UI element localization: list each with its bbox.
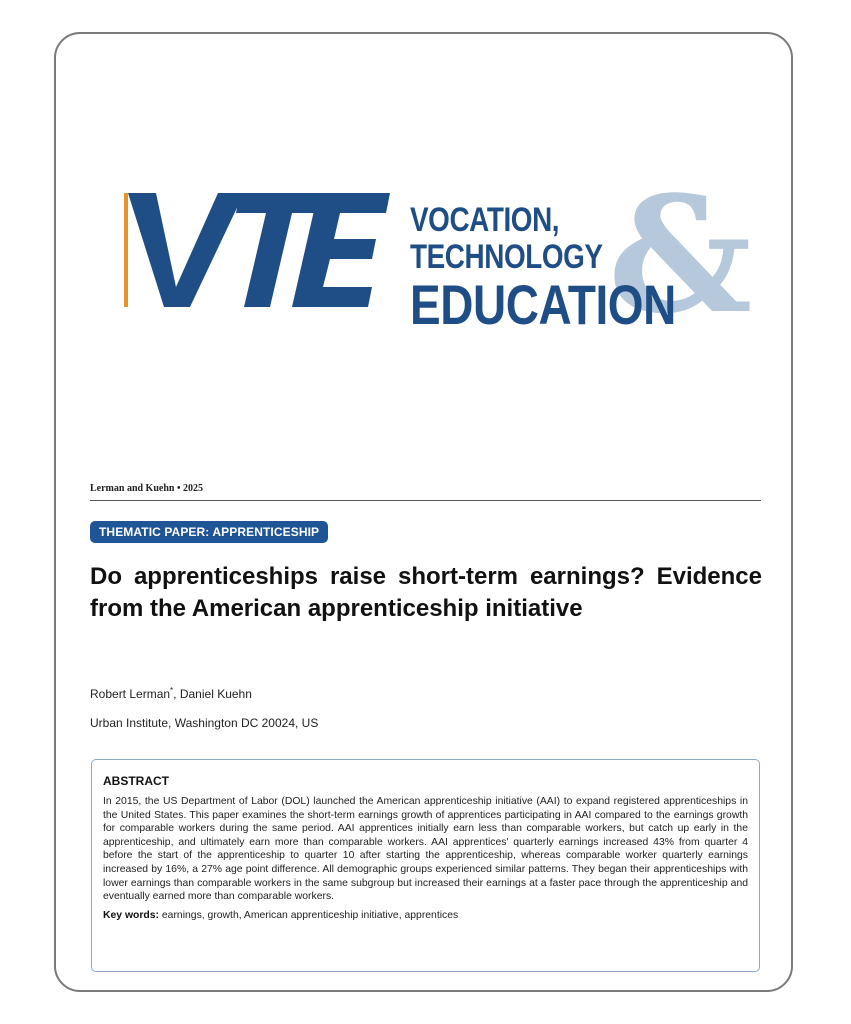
vte-mark-text: VTE: [120, 185, 122, 186]
running-head: Lerman and Kuehn • 2025: [90, 483, 203, 494]
ampersand-mark: &: [608, 161, 753, 349]
corresponding-author-mark: *: [170, 686, 174, 695]
logo-line-vocation: VOCATION,: [410, 201, 560, 239]
abstract-body: In 2015, the US Department of Labor (DOL) launched the American apprenticeship initiative (AAI) to expand registered apprenticeships in the United States. This paper examines the short-term earnings growth of apprentices participating in AAI compared to the earnings growth for comparable workers during the same period. AAI apprentices initially earn less than comparable workers, but catch up early in the apprenticeship, and ultimately earn more than comparable workers. AAI apprentices' quarterly earnings increased 43% from quarter 4 before the start of the apprenticeship to quarter 10 after starting the apprenticeship, whereas comparable worker quarterly earnings increased by 16%, a 27% age point difference. All demographic groups experienced similar patterns. They began their apprenticeships with lower earnings than comparable workers in the same subgroup but increased their earnings at a faster pace through the apprenticeship and eventually earned more than comparable workers.: [103, 796, 748, 903]
vte-logo-mark: [120, 185, 395, 315]
keywords-list: earnings, growth, American apprenticeship initiative, apprentices: [159, 909, 459, 921]
abstract-heading: ABSTRACT: [103, 774, 169, 788]
author-first[interactable]: Robert Lerman: [90, 687, 171, 701]
vte-letter-v: [128, 193, 244, 307]
logo-wordmark: [410, 201, 734, 336]
author-rest[interactable]: , Daniel Kuehn: [173, 687, 252, 701]
logo-line-technology: TECHNOLOGY: [410, 238, 603, 276]
keywords: [103, 910, 748, 921]
journal-logo: [120, 161, 753, 349]
author-list: [90, 686, 252, 701]
paper-type-badge: THEMATIC PAPER: APPRENTICESHIP: [90, 521, 328, 543]
abstract-box: [91, 759, 760, 972]
affiliation: Urban Institute, Washington DC 20024, US: [90, 716, 319, 730]
vte-orange-stripe: [124, 193, 128, 307]
logo-line-education: EDUCATION: [410, 273, 676, 336]
header-rule: [90, 500, 761, 501]
paper-title: Do apprenticeships raise short-term earnings? Evidence from the American apprenticeship initiative: [90, 563, 762, 622]
keywords-label: Key words:: [103, 909, 160, 921]
